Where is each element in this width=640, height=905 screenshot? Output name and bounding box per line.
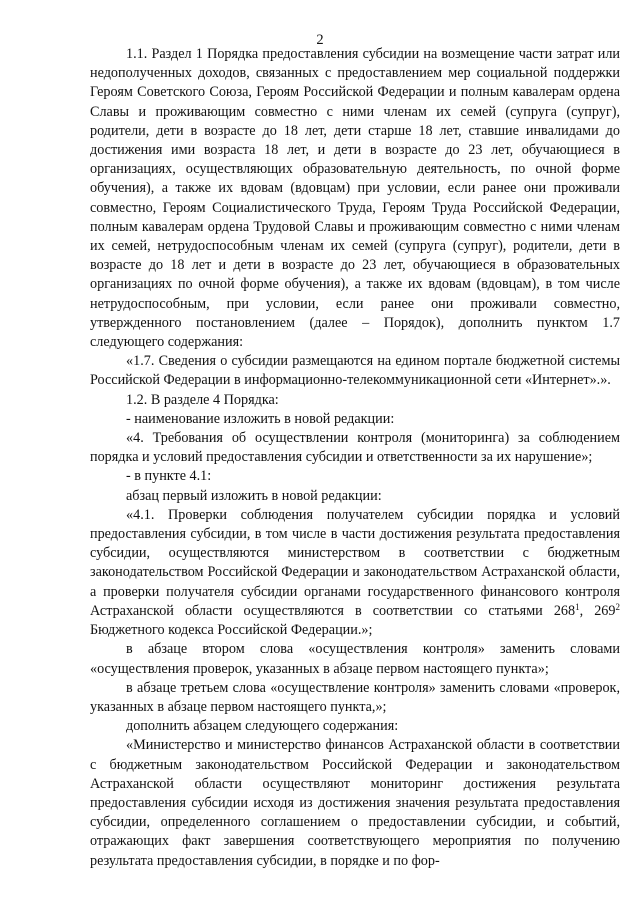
paragraph-point-1-7-text: «1.7. Сведения о субсидии размещаются на едином портале бюджетной системы Российской Федерации в информационно-телекоммуникационной сети «Интернет».». (90, 353, 620, 389)
paragraph-second-subparagraph-change: в абзаце втором слова «осуществления контроля» заменить словами «осуществления проверок, указанных в абзаце первом настоящего пункта»; (90, 641, 620, 677)
paragraph-new-section-4-title: «4. Требования об осуществлении контроля (мониторинга) за соблюдением порядка и условий предоставления субсидии и ответственности за их нарушение»; (90, 430, 620, 466)
paragraph-point-4-1-new-text (90, 506, 620, 640)
page-number: 2 (316, 32, 324, 48)
paragraph-third-subparagraph-change: в абзаце третьем слова «осуществление контроля» заменить словами «проверок, указанных в абзаце первом настоящего пункта,»; (90, 679, 620, 715)
paragraph-monitoring-text: «Министерство и министерство финансов Астраханской области в соответствии с бюджетным законодательством Российской Федерации и законодательством Астраханской области осуществляют мониторинг достижения результата предоставления субсидии исходя из достижения значения результата предоставления субсидии, определенного соглашением о предоставлении субсидии, и событий, отражающих факт завершения соответствующего мероприятия по получению результата предоставления субсидии, в порядке и по фор- (90, 737, 620, 869)
paragraph-point-4-1: - в пункте 4.1: (126, 468, 212, 485)
point-4-1-text-mid: , 269 (579, 602, 616, 619)
paragraph-section-1-amendment: 1.1. Раздел 1 Порядка предоставления субсидии на возмещение части затрат или недополученных доходов, связанных с предоставлением мер социальной поддержки Героям Советского Союза, Героям Российской Федерации и полным кавалерам ордена Славы и проживающим совместно с ними членам их семей (супруга (супруг), родители, дети в возрасте до 18 лет, дети старше 18 лет, ставшие инвалидами до достижения ими возраста 18 лет, и дети в возрасте до 23 лет, обучающиеся в организациях, осуществляющих образовательную деятельность, по очной форме обучения), а также их вдовам (вдовцам) при условии, если ранее они проживали совместно, Героям Социалистического Труда, Героям Труда Российской Федерации, полным кавалерам ордена Трудовой Славы и проживающим совместно с ними членам их семей, нетрудоспособным членам их семей (супруга (супруг), родители, дети в возрасте до 18 лет и дети в возрасте до 23 лет, обучающиеся в образовательных организациях по очной форме обучения), а также их вдовам (вдовцам), в том числе нетрудоспособным, при условии, если ранее они проживали совместно, утвержденного постановлением (далее – Порядок), дополнить пунктом 1.7 следующего содержания: (90, 46, 620, 351)
superscript-1: 1 (575, 601, 580, 612)
point-4-1-text-after: Бюджетного кодекса Российской Федерации.»; (90, 622, 373, 639)
superscript-2: 2 (615, 601, 620, 612)
point-4-1-text-before: «4.1. Проверки соблюдения получателем субсидии порядка и условий предоставления субсидии, в том числе в части достижения результата предоставления субсидии, осуществляются министерством в соответствии с бюджетным законодательством Российской Федерации и законодательством Астраханской области, а проверки получателя субсидии органами государственного финансового контроля Астраханской области осуществляются в соответствии со статьями 268 (90, 506, 620, 619)
paragraph-add-subparagraph: дополнить абзацем следующего содержания: (126, 718, 399, 735)
paragraph-section-4-heading: 1.2. В разделе 4 Порядка: (126, 391, 279, 408)
paragraph-first-subparagraph-change: абзац первый изложить в новой редакции: (126, 487, 382, 504)
document-body (90, 45, 620, 871)
paragraph-name-change: - наименование изложить в новой редакции: (126, 410, 395, 427)
